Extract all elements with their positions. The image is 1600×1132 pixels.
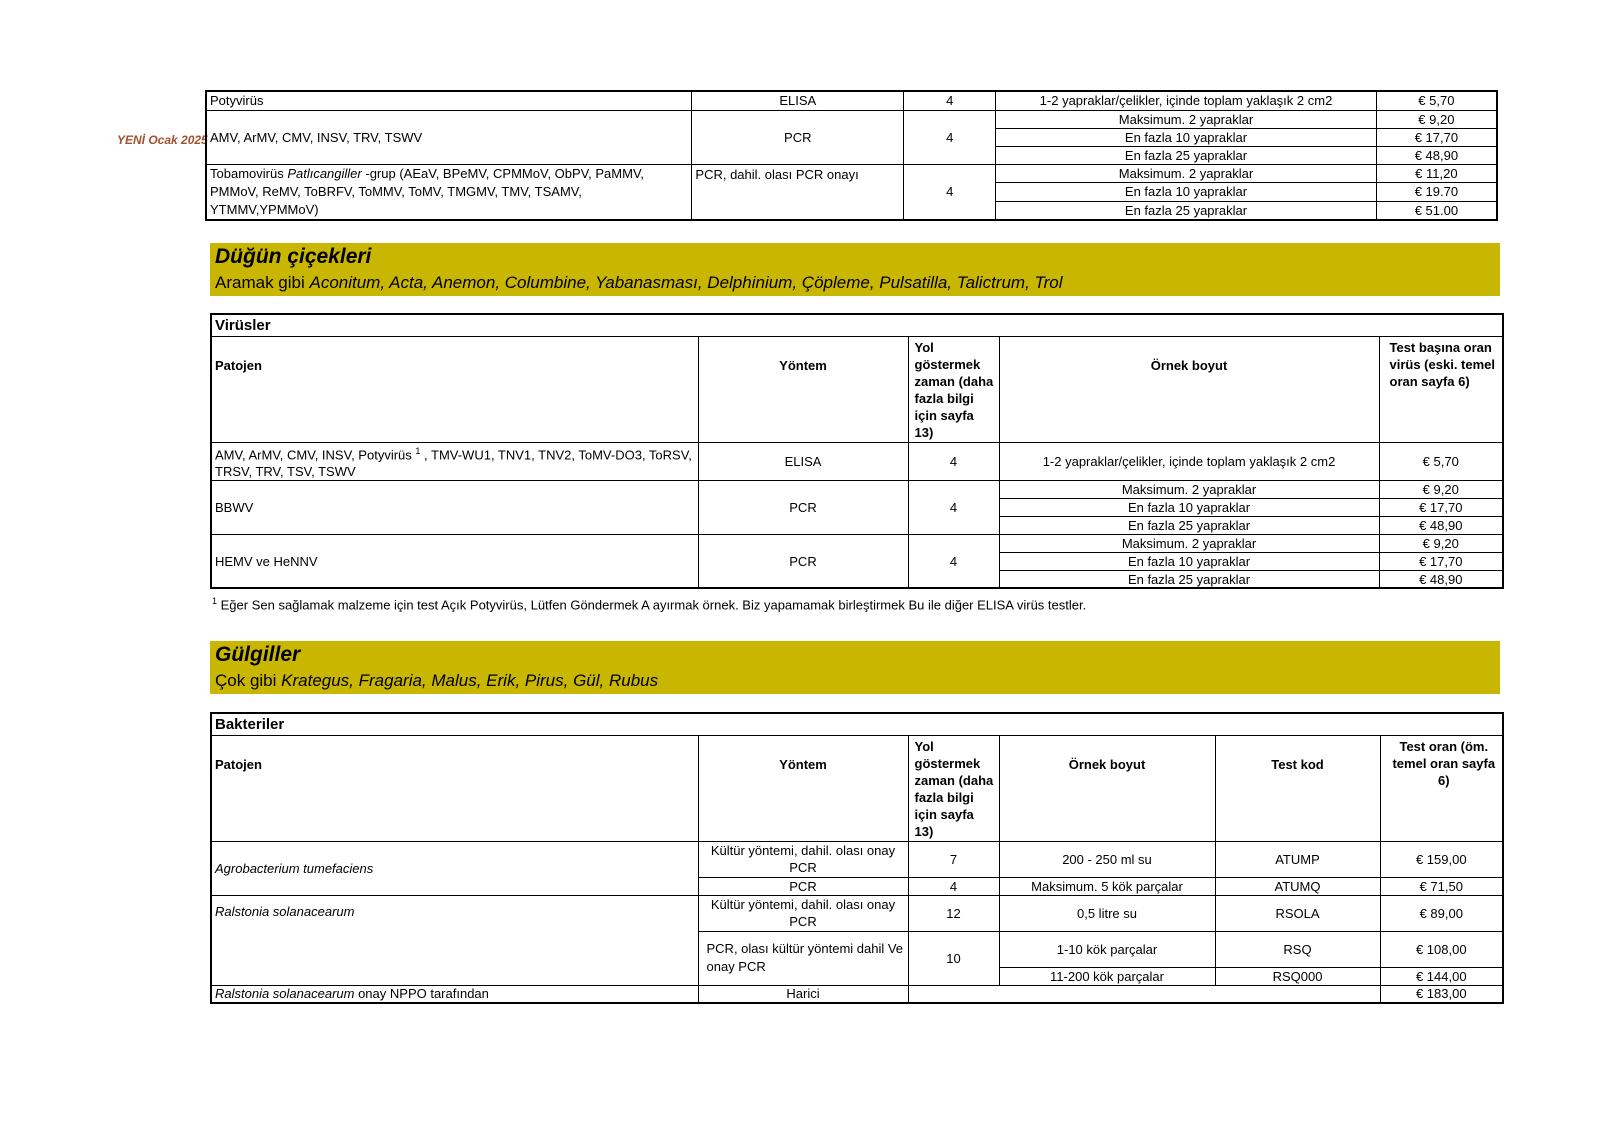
footnote-ref: 1 xyxy=(415,445,421,456)
table-header-row xyxy=(211,336,1503,442)
pathogen-text: onay NPPO tarafından xyxy=(354,986,489,1002)
table-row xyxy=(211,480,1503,498)
table-row xyxy=(206,91,1497,110)
method-cell: Harici xyxy=(698,985,908,1003)
price-cell: € 48,90 xyxy=(1379,516,1503,534)
footnote xyxy=(212,596,1086,612)
section-subtitle xyxy=(215,273,1063,293)
sample-cell: Maksimum. 2 yapraklar xyxy=(996,110,1377,128)
table-row xyxy=(206,110,1497,128)
sample-cell: 0,5 litre su xyxy=(999,895,1215,931)
time-cell: 4 xyxy=(908,480,999,534)
section-title: Düğün çiçekleri xyxy=(215,245,372,268)
price-cell: € 5,70 xyxy=(1376,91,1497,110)
sample-cell: En fazla 25 yapraklar xyxy=(999,516,1379,534)
table-row xyxy=(211,841,1503,877)
pathogen-cell: Ralstonia solanacearum xyxy=(211,895,698,985)
table-header-row xyxy=(211,735,1503,841)
sample-cell: En fazla 10 yapraklar xyxy=(999,552,1379,570)
sample-cell: 200 - 250 ml su xyxy=(999,841,1215,877)
pathogen-cell: HEMV ve HeNNV xyxy=(211,534,698,588)
price-cell: € 48,90 xyxy=(1376,146,1497,164)
pathogen-text: Tobamovirüs xyxy=(210,165,288,181)
header-lead-time: Yol göstermek zaman (daha fazla bilgi için sayfa 13) xyxy=(908,336,999,442)
method-cell: PCR xyxy=(698,877,908,895)
price-cell: € 17,70 xyxy=(1379,498,1503,516)
table-row xyxy=(211,895,1503,931)
time-cell: 4 xyxy=(908,877,999,895)
table-title-row xyxy=(211,713,1503,735)
empty-cell xyxy=(908,985,1380,1003)
time-cell: 10 xyxy=(908,931,999,985)
header-lead-time: Yol göstermek zaman (daha fazla bilgi için sayfa 13) xyxy=(908,735,999,841)
sample-cell: 11-200 kök parçalar xyxy=(999,967,1215,985)
price-cell: € 17,70 xyxy=(1379,552,1503,570)
pathogen-cell xyxy=(211,442,698,480)
header-pathogen: Patojen xyxy=(211,336,698,442)
header-price: Test başına oran virüs (eski. temel oran sayfa 6) xyxy=(1379,336,1503,442)
sample-cell: En fazla 25 yapraklar xyxy=(996,201,1377,220)
price-cell: € 9,20 xyxy=(1379,534,1503,552)
method-cell: ELISA xyxy=(698,442,908,480)
sample-cell: En fazla 25 yapraklar xyxy=(999,570,1379,588)
pathogen-italic: Ralstonia solanacearum xyxy=(215,986,355,1002)
header-test-code: Test kod xyxy=(1215,735,1380,841)
price-cell: € 17,70 xyxy=(1376,128,1497,146)
sample-cell: Maksimum. 5 kök parçalar xyxy=(999,877,1215,895)
time-cell: 7 xyxy=(908,841,999,877)
time-cell: 4 xyxy=(904,164,996,220)
price-cell: € 19.70 xyxy=(1376,183,1497,202)
footnote-number: 1 xyxy=(212,596,218,606)
price-cell: € 9,20 xyxy=(1376,110,1497,128)
price-cell: € 183,00 xyxy=(1380,985,1503,1003)
method-cell: PCR, olası kültür yöntemi dahil Ve onay PCR xyxy=(698,931,908,985)
subtitle-italic: Aconitum, Acta, Anemon, Columbine, Yabanasması, Delphinium, Çöpleme, Pulsatilla, Talictrum, Trol xyxy=(309,273,1063,292)
pathogen-cell: Potyvirüs xyxy=(206,91,692,110)
price-cell: € 144,00 xyxy=(1380,967,1503,985)
sample-cell: Maksimum. 2 yapraklar xyxy=(996,164,1377,183)
method-cell: PCR xyxy=(692,110,904,164)
method-cell: PCR xyxy=(698,480,908,534)
price-cell: € 71,50 xyxy=(1380,877,1503,895)
sample-cell: 1-2 yapraklar/çelikler, içinde toplam yaklaşık 2 cm2 xyxy=(999,442,1379,480)
subtitle-italic: Krategus, Fragaria, Malus, Erik, Pirus, Gül, Rubus xyxy=(281,671,659,690)
method-cell: ELISA xyxy=(692,91,904,110)
time-cell: 4 xyxy=(908,442,999,480)
header-pathogen: Patojen xyxy=(211,735,698,841)
sample-cell: 1-2 yapraklar/çelikler, içinde toplam yaklaşık 2 cm2 xyxy=(996,91,1377,110)
price-cell: € 159,00 xyxy=(1380,841,1503,877)
method-cell: PCR, dahil. olası PCR onayı xyxy=(692,164,904,220)
time-cell: 4 xyxy=(904,110,996,164)
price-cell: € 51.00 xyxy=(1376,201,1497,220)
sample-cell: En fazla 10 yapraklar xyxy=(999,498,1379,516)
sample-cell: En fazla 10 yapraklar xyxy=(996,128,1377,146)
price-cell: € 9,20 xyxy=(1379,480,1503,498)
price-cell: € 5,70 xyxy=(1379,442,1503,480)
pathogen-text: AMV, ArMV, CMV, INSV, Potyvirüs xyxy=(215,446,416,462)
table-row xyxy=(211,534,1503,552)
method-cell: Kültür yöntemi, dahil. olası onay PCR xyxy=(698,841,908,877)
pathogen-text: , TMV-WU1, TNV1, TNV2, ToMV-DO3, ToRSV, TRSV, TRV, TSV, TSWV xyxy=(215,446,692,479)
price-cell: € 89,00 xyxy=(1380,895,1503,931)
subtitle-text: Aramak gibi xyxy=(215,273,310,292)
header-sample-size: Örnek boyut xyxy=(999,336,1379,442)
header-sample-size: Örnek boyut xyxy=(999,735,1215,841)
section-banner-gulgiller xyxy=(210,641,1500,694)
pathogen-cell: BBWV xyxy=(211,480,698,534)
pathogen-cell: Agrobacterium tumefaciens xyxy=(211,841,698,895)
table-row xyxy=(211,442,1503,480)
price-cell: € 48,90 xyxy=(1379,570,1503,588)
time-cell: 4 xyxy=(908,534,999,588)
footnote-text: Eğer Sen sağlamak malzeme için test Açık Potyvirüs, Lütfen Göndermek A ayırmak örnek. Biz yapamamak birleştirmek Bu ile diğer ELISA virüs testler. xyxy=(217,597,1087,613)
pathogen-italic: Patlıcangiller xyxy=(287,165,362,181)
new-january-2025-tag: YENİ Ocak 2025 xyxy=(117,133,208,147)
sample-cell: En fazla 10 yapraklar xyxy=(996,183,1377,202)
table-title-row xyxy=(211,314,1503,336)
method-cell: Kültür yöntemi, dahil. olası onay PCR xyxy=(698,895,908,931)
section-title: Gülgiller xyxy=(215,643,301,666)
pathogen-cell xyxy=(206,164,692,220)
price-cell: € 108,00 xyxy=(1380,931,1503,967)
test-code-cell: ATUMP xyxy=(1215,841,1380,877)
top-pricing-table xyxy=(205,90,1498,221)
table-row xyxy=(211,985,1503,1003)
time-cell: 12 xyxy=(908,895,999,931)
table-title: Virüsler xyxy=(211,314,1503,336)
pathogen-cell xyxy=(211,985,698,1003)
sample-cell: 1-10 kök parçalar xyxy=(999,931,1215,967)
section-subtitle xyxy=(215,671,658,691)
subtitle-text: Çok gibi xyxy=(215,671,282,690)
virus-pricing-table xyxy=(210,313,1504,589)
test-code-cell: ATUMQ xyxy=(1215,877,1380,895)
pathogen-cell: AMV, ArMV, CMV, INSV, TRV, TSWV xyxy=(206,110,692,164)
sample-cell: Maksimum. 2 yapraklar xyxy=(999,480,1379,498)
table-row xyxy=(206,164,1497,183)
time-cell: 4 xyxy=(904,91,996,110)
test-code-cell: RSQ xyxy=(1215,931,1380,967)
header-price: Test oran (öm. temel oran sayfa 6) xyxy=(1380,735,1503,841)
price-cell: € 11,20 xyxy=(1376,164,1497,183)
table-title: Bakteriler xyxy=(211,713,1503,735)
method-cell: PCR xyxy=(698,534,908,588)
test-code-cell: RSOLA xyxy=(1215,895,1380,931)
pathogen-text: -grup (AEaV, BPeMV, CPMMoV, ObPV, PaMMV, PMMoV, ReMV, ToBRFV, ToMMV, ToMV, TMGMV, TMV, TSAMV, YTMMV,YPMMoV) xyxy=(210,165,645,217)
sample-cell: En fazla 25 yapraklar xyxy=(996,146,1377,164)
section-banner-dugun-cicekleri xyxy=(210,243,1500,296)
header-method: Yöntem xyxy=(698,735,908,841)
test-code-cell: RSQ000 xyxy=(1215,967,1380,985)
bacteria-pricing-table xyxy=(210,712,1504,1004)
header-method: Yöntem xyxy=(698,336,908,442)
sample-cell: Maksimum. 2 yapraklar xyxy=(999,534,1379,552)
